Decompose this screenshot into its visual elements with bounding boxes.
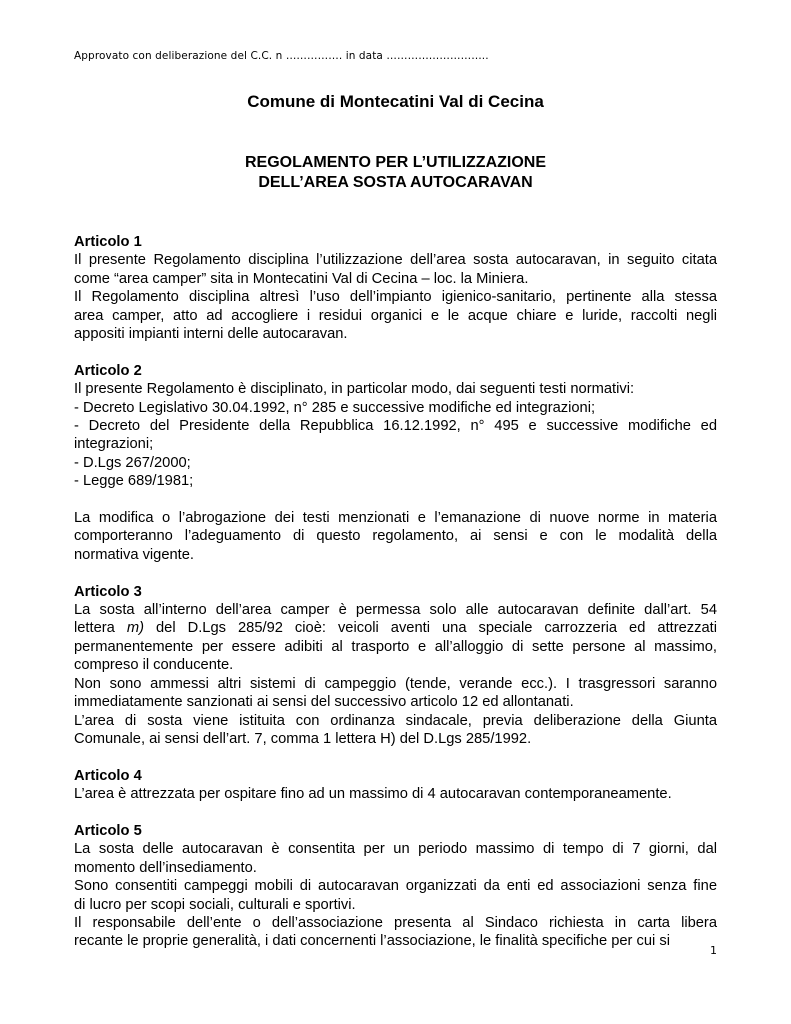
article-1 [74,233,717,343]
article-paragraph [74,251,717,288]
paragraph-line: - Decreto Legislativo 30.04.1992, n° 285 e successive modifiche ed integrazioni; [74,399,596,416]
paragraph-line: Il responsabile dell’ente o dell’associazione presenta al Sindaco richiesta in carta libera [74,914,717,931]
paragraph-line: come “area camper” sita in Montecatini Val di Cecina – loc. la Miniera. [74,270,529,287]
paragraph-line: immediatamente sanzionati ai sensi del successivo articolo 12 ed allontanati. [74,694,574,711]
article-3 [74,583,717,749]
article-paragraph [74,509,717,564]
paragraph-line: appositi impianti interni delle autocaravan. [74,326,348,343]
organization-title: Comune di Montecatini Val di Cecina [247,92,544,111]
paragraph-line: di lucro per scopi sociali, culturali e sportivi. [74,896,356,913]
article-paragraph [74,380,717,398]
article-paragraph [74,601,717,675]
article-heading: Articolo 1 [74,234,142,250]
article-heading: Articolo 2 [74,362,142,379]
paragraph-line: normativa vigente. [74,546,195,563]
article-paragraph [74,914,717,951]
article-heading: Articolo 3 [74,583,142,600]
paragraph-line: Non sono ammessi altri sistemi di campeggio (tende, verande ecc.). I trasgressori saranno [74,675,717,692]
paragraph-line: La sosta all’interno dell’area camper è permessa solo alle autocaravan definite dall’art. 54 [74,602,717,619]
article-paragraph [74,399,717,417]
article-paragraph [74,877,717,914]
document-title-line-2: DELL’AREA SOSTA AUTOCARAVAN [258,174,533,191]
paragraph-line: Il presente Regolamento è disciplinato, in particolar modo, dai seguenti testi normativi: [74,381,635,398]
paragraph-line: recante le proprie generalità, i dati concernenti l’associazione, le finalità specifiche per cui si [74,933,670,950]
paragraph-line: lettera m) del D.Lgs 285/92 cioè: veicoli aventi una speciale carrozzeria ed attrezzati [74,620,717,637]
article-paragraph [74,454,717,472]
paragraph-line: integrazioni; [74,436,154,453]
paragraph-line: momento dell’insediamento. [74,859,257,876]
paragraph-line: area camper, atto ad accogliere i residui organici e le acque chiare e luride, raccolti negli [74,307,717,324]
paragraph-line: Sono consentiti campeggi mobili di autocaravan organizzati da enti ed associazioni senza fine [74,878,717,895]
article-paragraph [74,840,717,877]
articles-body [74,233,717,969]
paragraph-line: La modifica o l’abrogazione dei testi menzionati e l’emanazione di nuove norme in materia [74,510,717,527]
article-paragraph [74,785,717,803]
article-5 [74,822,717,951]
paragraph-line: La sosta delle autocaravan è consentita per un periodo massimo di tempo di 7 giorni, dal [74,841,717,858]
paragraph-line: permanentemente per essere adibiti al trasporto e all’alloggio di sette persone al massimo, [74,638,717,655]
paragraph-gap [74,491,717,509]
article-4 [74,767,717,804]
article-paragraph [74,472,717,490]
article-heading: Articolo 5 [74,822,142,839]
article-paragraph [74,417,717,454]
page-number: 1 [710,944,717,957]
paragraph-line: comporteranno l’adeguamento di questo regolamento, ai sensi e con le modalità della [74,528,717,545]
article-heading: Articolo 4 [74,767,142,784]
paragraph-line: L’area di sosta viene istituita con ordinanza sindacale, previa deliberazione della Giunta [74,712,717,729]
article-2 [74,362,717,564]
paragraph-line: - D.Lgs 267/2000; [74,454,191,471]
article-paragraph [74,288,717,343]
article-paragraph [74,712,717,749]
article-paragraph [74,675,717,712]
paragraph-line: Comunale, ai sensi dell’art. 7, comma 1 lettera H) del D.Lgs 285/1992. [74,730,532,747]
document-title-line-1: REGOLAMENTO PER L’UTILIZZAZIONE [244,154,547,171]
paragraph-line: - Decreto del Presidente della Repubblica 16.12.1992, n° 495 e successive modifiche ed [74,418,717,435]
paragraph-line: compreso il conducente. [74,657,234,674]
paragraph-line: Il presente Regolamento disciplina l’utilizzazione dell’area sosta autocaravan, in seguito citata [74,252,717,269]
paragraph-line: Il Regolamento disciplina altresì l’uso dell’impianto igienico-sanitario, pertinente alla stessa [74,289,717,306]
approval-note: Approvato con deliberazione del C.C. n ……………. in data ……………………….. [74,50,489,62]
paragraph-line: L’area è attrezzata per ospitare fino ad un massimo di 4 autocaravan contemporaneamente. [74,786,672,803]
paragraph-line: - Legge 689/1981; [74,473,194,490]
document-title [0,153,791,193]
